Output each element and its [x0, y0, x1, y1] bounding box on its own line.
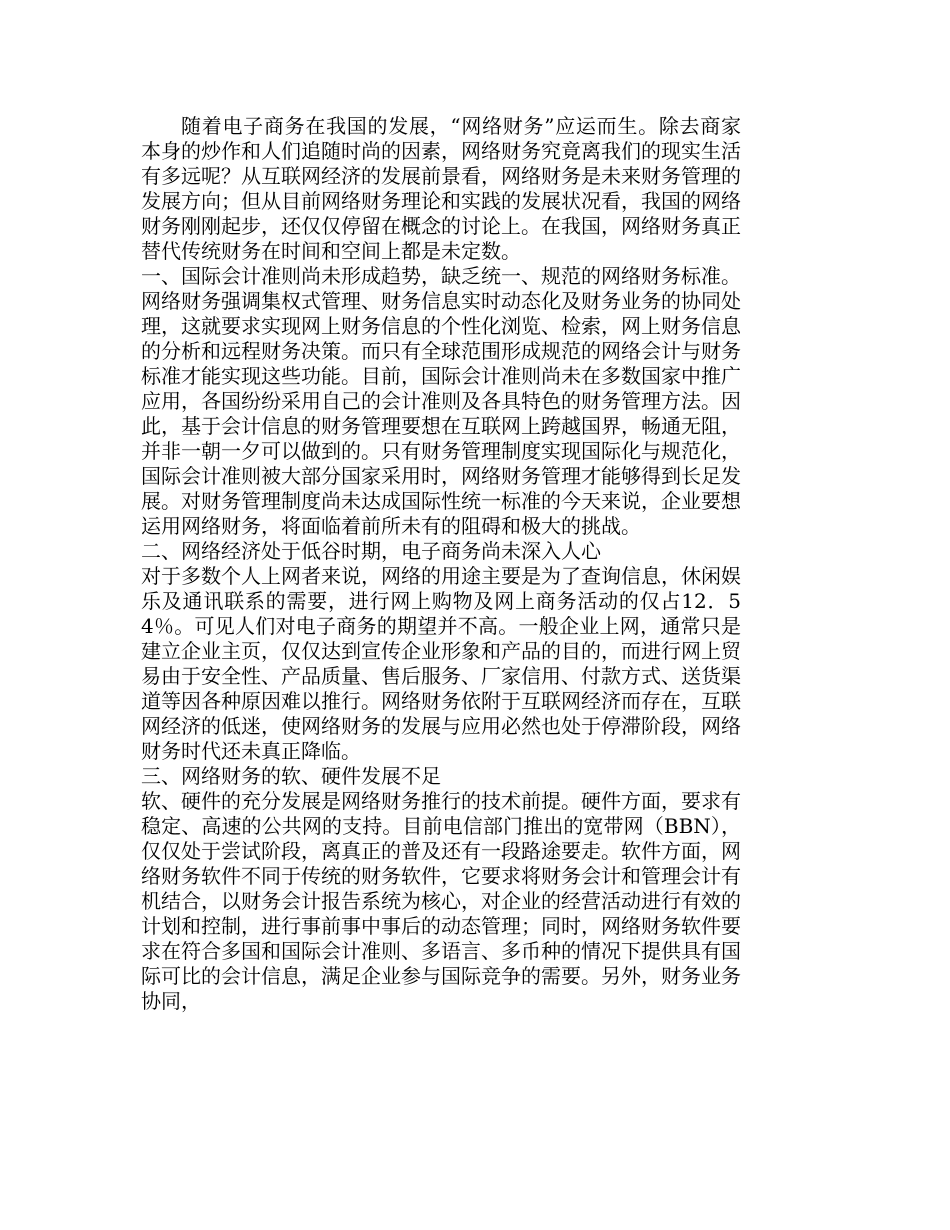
- section-1-heading: 一、国际会计准则尚未形成趋势，缺乏统一、规范的网络财务标准。: [141, 264, 741, 288]
- intro-paragraph: 随着电子商务在我国的发展，“网络财务”应运而生。除去商家本身的炒作和人们追随时尚的因素，网络财务究竟离我们的现实生活有多远呢？从互联网经济的发展前景看，网络财务是未来财务管理的发展方向；但从目前网络财务理论和实践的发展状况看，我国的网络财务刚刚起步，还仅仅停留在概念的讨论上。在我国，网络财务真正替代传统财务在时间和空间上都是未定数。: [141, 114, 741, 263]
- document-body: [141, 114, 741, 1014]
- section-3-paragraph: 软、硬件的充分发展是网络财务推行的技术前提。硬件方面，要求有稳定、高速的公共网的支持。目前电信部门推出的宽带网（BBN），仅仅处于尝试阶段，离真正的普及还有一段路途要走。软件方面，网络财务软件不同于传统的财务软件，它要求将财务会计和管理会计有机结合，以财务会计报告系统为核心，对企业的经营活动进行有效的计划和控制，进行事前事中事后的动态管理；同时，网络财务软件要求在符合多国和国际会计准则、多语言、多币种的情况下提供具有国际可比的会计信息，满足企业参与国际竞争的需要。另外，财务业务协同，: [141, 789, 741, 1013]
- section-1-paragraph: 网络财务强调集权式管理、财务信息实时动态化及财务业务的协同处理，这就要求实现网上财务信息的个性化浏览、检索，网上财务信息的分析和远程财务决策。而只有全球范围形成规范的网络会计与财务标准才能实现这些功能。目前，国际会计准则尚未在多数国家中推广应用，各国纷纷采用自己的会计准则及各具特色的财务管理方法。因此，基于会计信息的财务管理要想在互联网上跨越国界，畅通无阻，并非一朝一夕可以做到的。只有财务管理制度实现国际化与规范化，国际会计准则被大部分国家采用时，网络财务管理才能够得到长足发展。对财务管理制度尚未达成国际性统一标准的今天来说，企业要想运用网络财务，将面临着前所未有的阻碍和极大的挑战。: [141, 289, 741, 538]
- section-3-heading: 三、网络财务的软、硬件发展不足: [141, 764, 441, 788]
- section-2-paragraph: 对于多数个人上网者来说，网络的用途主要是为了查询信息，休闲娱乐及通讯联系的需要，进行网上购物及网上商务活动的仅占12．54％。可见人们对电子商务的期望并不高。一般企业上网，通常只是建立企业主页，仅仅达到宣传企业形象和产品的目的，而进行网上贸易由于安全性、产品质量、售后服务、厂家信用、付款方式、送货渠道等因各种原因难以推行。网络财务依附于互联网经济而存在，互联网经济的低迷，使网络财务的发展与应用必然也处于停滞阶段，网络财务时代还未真正降临。: [141, 564, 741, 763]
- section-2-heading: 二、网络经济处于低谷时期，电子商务尚未深入人心: [141, 539, 601, 563]
